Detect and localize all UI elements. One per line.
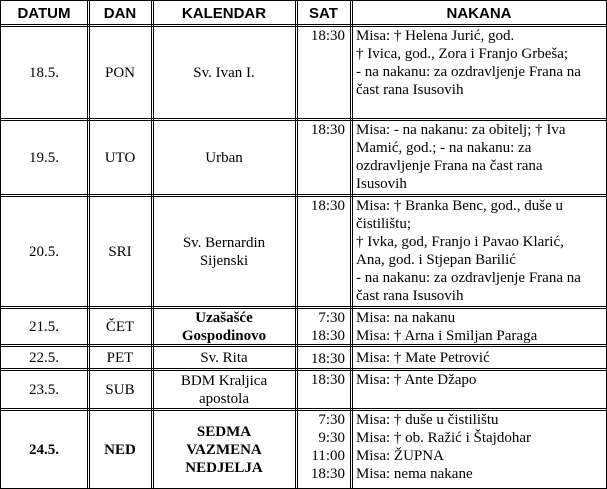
- col-divider: [153, 0, 154, 489]
- intention-cell: [351, 120, 607, 196]
- calendar-line: Sv. Bernardin: [182, 235, 266, 251]
- calendar-line: SEDMA: [196, 423, 252, 440]
- date-cell: 22.5.: [29, 350, 59, 366]
- border-top: [0, 0, 607, 1]
- row-divider: [0, 306, 607, 307]
- intention-line: Misa: † Arna i Smiljan Paraga: [356, 328, 538, 344]
- day-cell: NED: [104, 441, 136, 458]
- calendar-line: Sv. Ivan I.: [193, 65, 255, 81]
- date-cell: 20.5.: [29, 244, 59, 260]
- intention-line: Ana, god. i Stjepan Barilić: [356, 252, 516, 268]
- time-line: 11:00: [311, 448, 345, 464]
- calendar-line: Urban: [205, 150, 243, 166]
- day-cell: PET: [106, 350, 134, 366]
- day-cell: ČET: [105, 319, 135, 335]
- time-cell: [296, 370, 351, 410]
- intention-line: - na nakanu: za ozdravljenje Frana na: [356, 64, 581, 80]
- intention-line: Misa: nema nakane: [356, 466, 473, 482]
- intention-line: čast rana Isusovih: [356, 288, 464, 304]
- row-divider: [0, 344, 607, 345]
- intention-cell: [351, 196, 607, 308]
- intention-line: - na nakanu: za ozdravljenje Frana na: [356, 270, 581, 286]
- day-cell: PON: [104, 65, 135, 81]
- table-row: [0, 410, 607, 489]
- calendar-line: Gospodinovo: [181, 328, 267, 344]
- border-left: [0, 0, 1, 489]
- row-divider: [0, 410, 607, 411]
- calendar-line: VAZMENA: [186, 441, 262, 458]
- row-divider: [0, 370, 607, 371]
- time-line: 7:30: [318, 310, 345, 326]
- intention-line: Isusovih: [356, 176, 407, 192]
- col-divider: [87, 0, 88, 489]
- calendar-line: NEDJELJA: [185, 459, 263, 476]
- calendar-line: Sijenski: [199, 253, 249, 269]
- date-cell: 19.5.: [29, 150, 59, 166]
- calendar-cell: [152, 120, 296, 196]
- calendar-line: apostola: [198, 391, 249, 407]
- row-divider: [0, 368, 607, 369]
- calendar-cell: [152, 308, 296, 346]
- row-divider: [0, 196, 607, 197]
- row-divider: [0, 120, 607, 121]
- intention-line: † Ivica, god., Zora i Franjo Grbeša;: [356, 46, 569, 62]
- row-divider: [0, 24, 607, 25]
- calendar-cell: [152, 410, 296, 489]
- row-divider: [0, 408, 607, 409]
- time-line: 18:30: [310, 466, 345, 482]
- col-divider: [89, 0, 90, 489]
- intention-line: Misa: - na nakanu: za obitelj; † Iva: [356, 122, 566, 138]
- header-sat: SAT: [309, 4, 338, 22]
- table-row: [0, 196, 607, 308]
- intention-line: Misa: † Helena Jurić, god.: [356, 28, 515, 44]
- time-line: 18:30: [310, 328, 345, 344]
- time-line: 18:30: [310, 28, 345, 44]
- time-line: 18:30: [310, 198, 345, 214]
- time-line: 18:30: [310, 350, 345, 367]
- row-divider: [0, 118, 607, 119]
- table-header: [0, 0, 607, 26]
- intention-line: Misa: † ob. Ražić i Štajdohar: [356, 430, 531, 446]
- time-line: 18:30: [310, 372, 345, 388]
- intention-cell: [351, 410, 607, 489]
- calendar-line: Uzašašće: [195, 310, 253, 326]
- time-cell: [296, 308, 351, 346]
- intention-line: Misa: † Ante Džapo: [356, 372, 477, 388]
- intention-cell: [351, 308, 607, 346]
- intention-cell: [351, 346, 607, 370]
- table-row: [0, 346, 607, 370]
- table-row: [0, 370, 607, 410]
- calendar-cell: [152, 26, 296, 120]
- header-nakana: NAKANA: [446, 4, 512, 22]
- row-divider: [0, 194, 607, 195]
- intention-line: Mamić, god.; - na nakanu: za: [356, 140, 532, 156]
- date-cell: 18.5.: [29, 65, 59, 81]
- row-divider: [0, 26, 607, 27]
- day-cell: UTO: [104, 150, 136, 166]
- calendar-line: BDM Kraljica: [180, 373, 268, 389]
- intention-line: ozdravljenje Frana na čast rana: [356, 158, 543, 174]
- intention-line: čistilištu;: [356, 216, 412, 232]
- intention-line: Misa: † duše u čistilištu: [356, 412, 499, 428]
- col-divider: [151, 0, 152, 489]
- date-cell: 24.5.: [29, 441, 59, 458]
- calendar-cell: [152, 196, 296, 308]
- table-row: [0, 26, 607, 120]
- row-divider: [0, 308, 607, 309]
- time-cell: [296, 410, 351, 489]
- intention-line: † Ivka, god, Franjo i Pavao Klarić,: [356, 234, 564, 250]
- intention-cell: [351, 370, 607, 410]
- row-divider: [0, 346, 607, 347]
- time-line: 7:30: [318, 412, 345, 428]
- header-dan: DAN: [103, 4, 137, 22]
- calendar-cell: [152, 370, 296, 410]
- time-cell: [296, 26, 351, 120]
- calendar-cell: [152, 346, 296, 370]
- time-line: 9:30: [318, 430, 345, 446]
- date-cell: 21.5.: [29, 319, 59, 335]
- col-divider: [295, 0, 296, 489]
- calendar-line: Sv. Rita: [200, 350, 248, 366]
- table-row: [0, 120, 607, 196]
- intention-line: Misa: † Branka Benc, god., duše u: [356, 198, 564, 214]
- date-cell: 23.5.: [29, 382, 59, 398]
- day-cell: SRI: [108, 244, 132, 260]
- time-line: 18:30: [310, 122, 345, 138]
- col-divider: [350, 0, 351, 489]
- time-cell: [296, 346, 351, 370]
- col-divider: [297, 0, 298, 489]
- intention-line: Misa: † Mate Petrović: [356, 350, 490, 366]
- table-row: [0, 308, 607, 346]
- header-datum: DATUM: [17, 4, 71, 22]
- intention-line: čast rana Isusovih: [356, 82, 464, 98]
- time-cell: [296, 196, 351, 308]
- intention-cell: [351, 26, 607, 120]
- time-cell: [296, 120, 351, 196]
- intention-line: Misa: na nakanu: [356, 310, 456, 326]
- intention-line: Misa: ŽUPNA: [356, 448, 444, 464]
- day-cell: SUB: [105, 382, 135, 398]
- header-kalendar: KALENDAR: [181, 4, 267, 22]
- col-divider: [352, 0, 353, 489]
